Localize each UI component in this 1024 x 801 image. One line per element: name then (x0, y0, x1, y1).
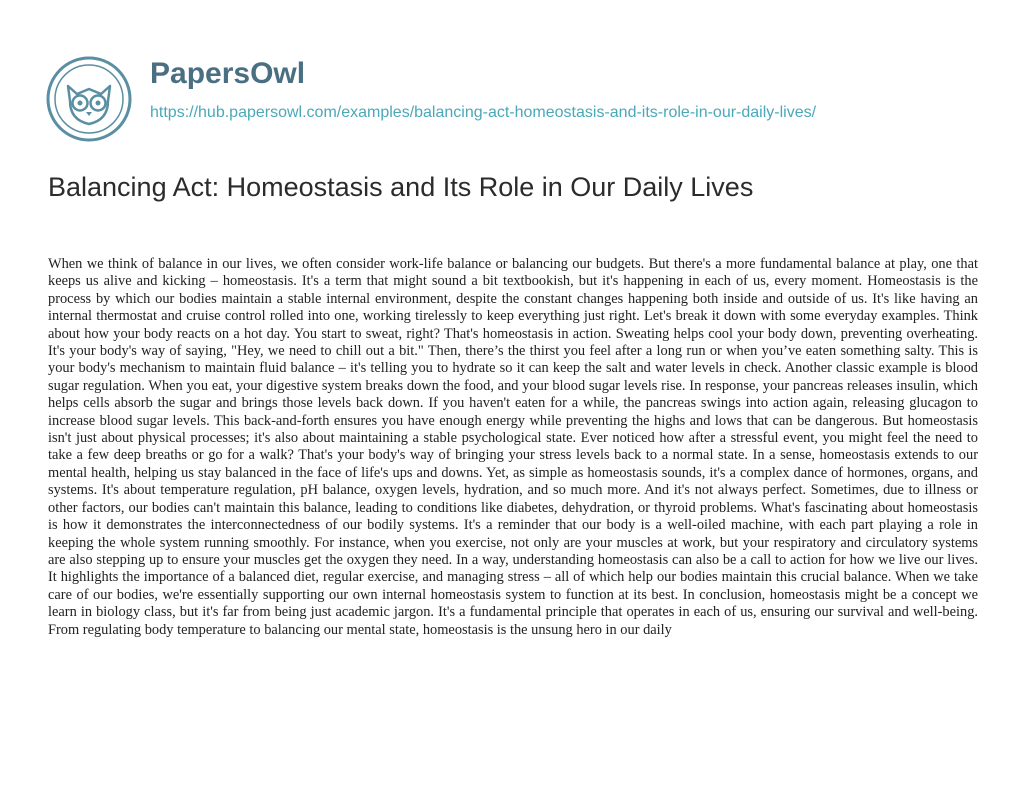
essay-body: When we think of balance in our lives, we often consider work-life balance or balancing our budgets. But there's a more fundamental balance at play, one that keeps us alive and kicking – homeostasis. It's a term that might sound a bit textbookish, but it's happening in each of us, every moment. Homeostasis is the process by which our bodies maintain a stable internal environment, despite the constant changes happening both inside and outside of us. It's like having an internal thermostat and cruise control rolled into one, working tirelessly to keep everything just right. Let's break it down with some everyday examples. Think about how your body reacts on a hot day. You start to sweat, right? That's homeostasis in action. Sweating helps cool your body down, preventing overheating. It's your body's way of saying, "Hey, we need to chill out a bit." Then, there’s the thirst you feel after a long run or when you’ve eaten something salty. This is your body's mechanism to maintain fluid balance – it's telling you to hydrate so it can keep the salt and water levels in check. Another classic example is blood sugar regulation. When you eat, your digestive system breaks down the food, and your blood sugar levels rise. In response, your pancreas releases insulin, which helps cells absorb the sugar and brings those levels back down. If you haven't eaten for a while, the pancreas swings into action again, releasing glucagon to increase blood sugar levels. This back-and-forth ensures you have enough energy while preventing the highs and lows that can be dangerous. But homeostasis isn't just about physical processes; it's also about maintaining a stable psychological state. Ever noticed how after a stressful event, you might feel the need to take a few deep breaths or go for a walk? That's your body's way of bringing your stress levels back to a normal state. In a sense, homeostasis extends to our mental health, helping us stay balanced in the face of life's ups and downs. Yet, as simple as homeostasis sounds, it's a complex dance of hormones, organs, and systems. It's about temperature regulation, pH balance, oxygen levels, hydration, and so much more. And it's not always perfect. Sometimes, due to illness or other factors, our bodies can't maintain this balance, leading to conditions like diabetes, dehydration, or thyroid problems. What's fascinating about homeostasis is how it demonstrates the interconnectedness of our bodily systems. It's a reminder that our body is a well-oiled machine, with each part playing a role in keeping the whole system running smoothly. For instance, when you exercise, not only are your muscles at work, but your respiratory and circulatory systems are also stepping up to ensure your muscles get the oxygen they need. In a way, understanding homeostasis can also be a call to action for how we live our lives. It highlights the importance of a balanced diet, regular exercise, and managing stress – all of which help our bodies maintain this crucial balance. When we take care of our bodies, we're essentially supporting our own internal homeostasis system to function at its best. In conclusion, homeostasis might be a concept we learn in biology class, but it's far from being just academic jargon. It's a fundamental principle that operates in each of us, ensuring our survival and well-being. From regulating body temperature to balancing our mental state, homeostasis is the unsung hero in our daily (48, 256, 978, 638)
site-header (46, 44, 986, 140)
owl-logo-icon[interactable] (46, 56, 132, 142)
essay-title: Balancing Act: Homeostasis and Its Role in Our Daily Lives (48, 172, 754, 202)
brand-name: PapersOwl (150, 57, 306, 90)
source-url-link[interactable]: https://hub.papersowl.com/examples/balancing-act-homeostasis-and-its-role-in-our-daily-lives/ (150, 104, 817, 121)
